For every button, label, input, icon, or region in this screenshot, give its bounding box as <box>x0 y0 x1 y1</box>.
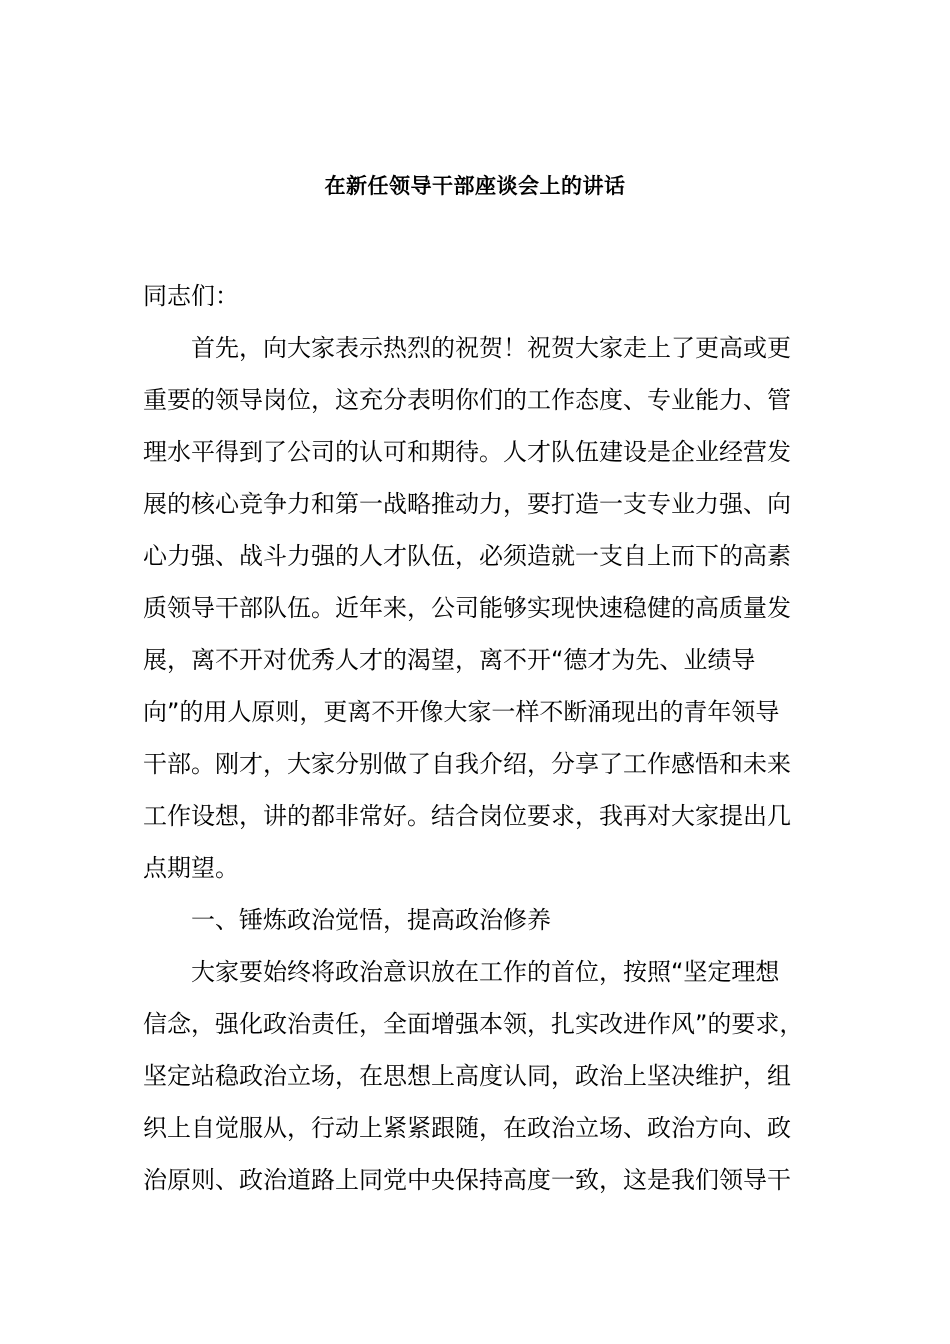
paragraph-line: 干部。刚才，大家分别做了自我介绍，分享了工作感悟和未来 <box>143 750 791 778</box>
paragraph-line: 质领导干部队伍。近年来，公司能够实现快速稳健的高质量发 <box>143 594 791 622</box>
paragraph-line: 织上自觉服从，行动上紧紧跟随，在政治立场、政治方向、政 <box>143 1114 791 1142</box>
document-body <box>143 270 813 1206</box>
section-heading-line: 一、锤炼政治觉悟，提高政治修养 <box>191 906 551 934</box>
paragraph-political <box>143 946 813 1206</box>
paragraph-line: 重要的领导岗位，这充分表明你们的工作态度、专业能力、管 <box>143 386 791 414</box>
paragraph-line: 工作设想，讲的都非常好。结合岗位要求，我再对大家提出几 <box>143 802 791 830</box>
paragraph-intro <box>143 322 813 894</box>
paragraph-line: 展的核心竞争力和第一战略推动力，要打造一支专业力强、向 <box>143 490 791 518</box>
paragraph-line: 展，离不开对优秀人才的渴望，离不开“德才为先、业绩导 <box>143 646 756 674</box>
paragraph-line: 首先，向大家表示热烈的祝贺！祝贺大家走上了更高或更 <box>191 334 791 362</box>
paragraph-line: 大家要始终将政治意识放在工作的首位，按照“坚定理想 <box>191 958 780 986</box>
salutation: 同志们： <box>143 282 239 310</box>
document-title: 在新任领导干部座谈会上的讲话 <box>324 174 626 198</box>
section-heading <box>143 894 813 946</box>
paragraph-line: 治原则、政治道路上同党中央保持高度一致，这是我们领导干 <box>143 1166 791 1194</box>
paragraph-line: 心力强、战斗力强的人才队伍，必须造就一支自上而下的高素 <box>143 542 791 570</box>
paragraph-line: 坚定站稳政治立场，在思想上高度认同，政治上坚决维护，组 <box>143 1062 791 1090</box>
paragraph-line: 理水平得到了公司的认可和期待。人才队伍建设是企业经营发 <box>143 438 791 466</box>
paragraph-line: 点期望。 <box>143 854 239 882</box>
paragraph-line: 信念，强化政治责任，全面增强本领，扎实改进作风”的要求， <box>143 1010 804 1038</box>
paragraph-line: 向”的用人原则，更离不开像大家一样不断涌现出的青年领导 <box>143 698 780 726</box>
